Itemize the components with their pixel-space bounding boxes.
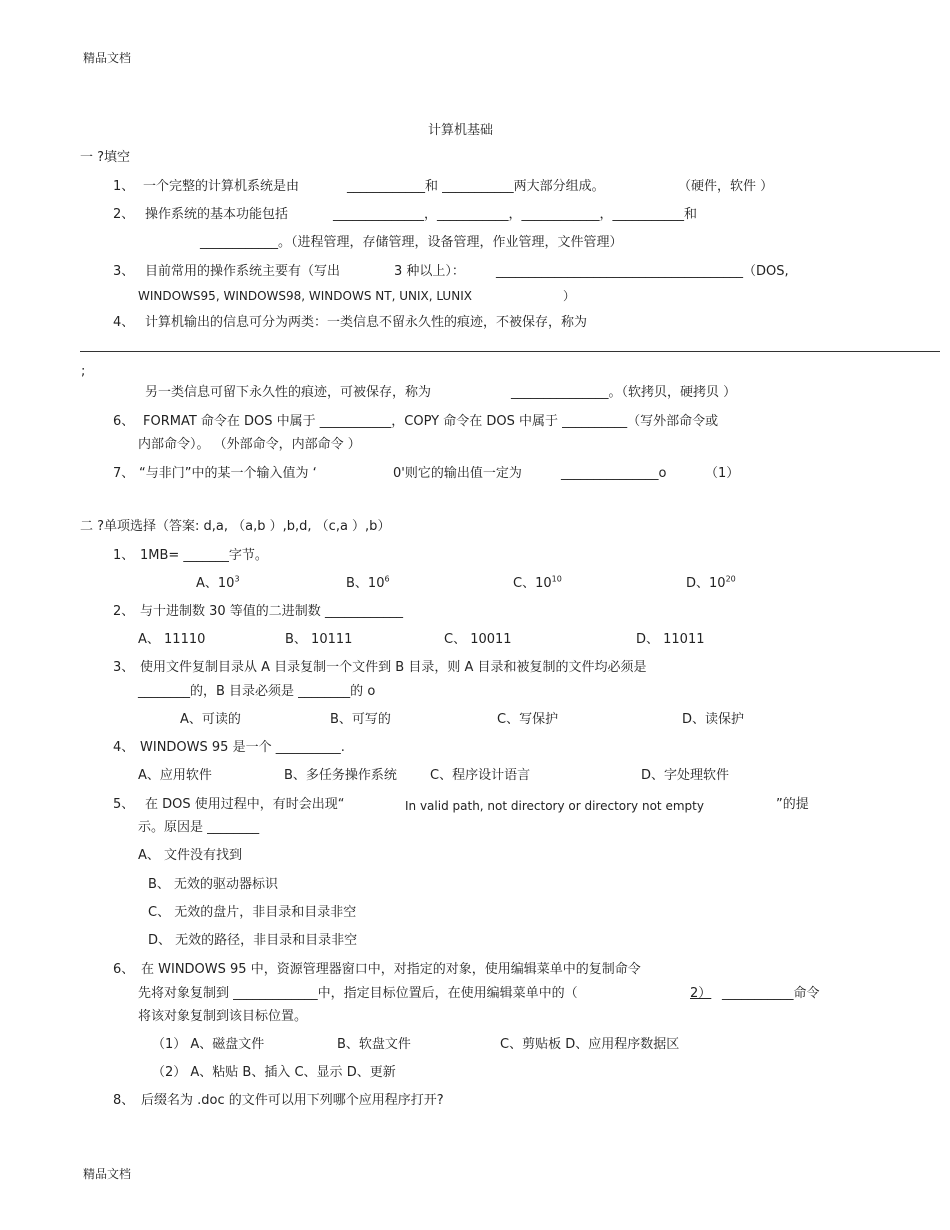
q7-answer: （1） xyxy=(705,466,740,481)
s2-q5-text-2: 示。原因是 ________ xyxy=(138,820,260,835)
q4-text-2: 另一类信息可留下永久性的痕迹，可被保存，称为 xyxy=(145,385,432,400)
s2-q2-text: 与十进制数 30 等值的二进制数 ____________ xyxy=(140,604,403,619)
s2-q8-text: 后缀名为 .doc 的文件可以用下列哪个应用程序打开? xyxy=(141,1093,444,1108)
s2-q8-number: 8、 xyxy=(113,1093,135,1108)
page-header: 精品文档 xyxy=(83,51,132,65)
q3-text: 目前常用的操作系统主要有（写出 xyxy=(145,264,341,279)
q6-number: 6、 xyxy=(113,414,135,429)
s2-q5-option-b: B、 无效的驱动器标识 xyxy=(148,877,279,892)
s2-q6-sub2: （2） A、粘贴 B、插入 C、显示 D、更新 xyxy=(152,1065,396,1080)
q3-text-b: 3 种以上）： xyxy=(394,264,465,279)
q7-text-b: 0'则它的输出值一定为 xyxy=(393,466,522,481)
s2-q5-text-end: ”的提 xyxy=(776,797,809,812)
q7-blank: _______________o xyxy=(561,466,667,481)
s2-q1-number: 1、 xyxy=(113,548,135,563)
s2-q6-text-2c: ___________命令 xyxy=(722,986,820,1001)
q3-number: 3、 xyxy=(113,264,135,279)
s2-q3-option-b: B、可写的 xyxy=(330,712,391,727)
s2-q6-text-3: 将该对象复制到该目标位置。 xyxy=(138,1009,308,1024)
s2-q3-number: 3、 xyxy=(113,660,135,675)
s2-q1-option-a: A、$10^3$ xyxy=(196,574,240,591)
s2-q5-number: 5、 xyxy=(113,797,135,812)
q4-answer: _______________。（软拷贝，硬拷贝 ） xyxy=(511,385,737,400)
s2-q2-option-b: B、 10111 xyxy=(285,632,353,647)
s2-q4-option-b: B、多任务操作系统 xyxy=(284,768,397,783)
q2-answer: ____________。（进程管理，存储管理，设备管理，作业管理，文件管理） xyxy=(200,235,623,250)
section1-heading: 一 ?填空 xyxy=(80,150,131,165)
s2-q2-option-c: C、 10011 xyxy=(444,632,512,647)
q1-text: 一个完整的计算机系统是由 xyxy=(143,179,300,194)
s2-q1-text: 1MB= _______字节。 xyxy=(140,548,268,563)
s2-q3-option-c: C、写保护 xyxy=(497,712,559,727)
s2-q5-option-a: A、 文件没有找到 xyxy=(138,848,243,863)
s2-q4-number: 4、 xyxy=(113,740,135,755)
s2-q4-text: WINDOWS 95 是一个 __________. xyxy=(140,740,345,755)
q3-blank: ______________________________________（DOS, xyxy=(496,264,789,279)
q6-text: FORMAT 命令在 DOS 中属于 ___________，COPY 命令在 DOS 中属于 __________（写外部命令或 xyxy=(143,414,719,429)
s2-q6-sub1-b: B、软盘文件 xyxy=(337,1037,411,1052)
q4-text: 计算机输出的信息可分为两类：一类信息不留永久性的痕迹，不被保存，称为 xyxy=(145,315,588,330)
q2-blanks: ______________，___________，____________，___________和 xyxy=(333,207,697,222)
section2-heading: 二 ?单项选择（答案: d,a, （a,b ）,b,d, （c,a ）,b） xyxy=(80,519,391,534)
s2-q2-number: 2、 xyxy=(113,604,135,619)
s2-q1-option-b: B、$10^6$ xyxy=(346,574,390,591)
s2-q2-option-a: A、 11110 xyxy=(138,632,206,647)
q1-answer: （硬件，软件 ） xyxy=(678,179,774,194)
q1-number: 1、 xyxy=(113,179,135,194)
s2-q3-option-d: D、读保护 xyxy=(682,712,745,727)
q2-text: 操作系统的基本功能包括 xyxy=(145,207,289,222)
s2-q5-option-c: C、 无效的盘片，非目录和目录非空 xyxy=(148,905,357,920)
s2-q6-text-2: 先将对象复制到 _____________中，指定目标位置后，在使用编辑菜单中的（ xyxy=(138,986,578,1001)
document-title: 计算机基础 xyxy=(428,123,494,138)
s2-q5-message: In valid path, not directory or directory not empty xyxy=(405,799,704,813)
q4-number: 4、 xyxy=(113,315,135,330)
s2-q3-option-a: A、可读的 xyxy=(180,712,241,727)
s2-q4-option-c: C、程序设计语言 xyxy=(430,768,531,783)
q7-text: “与非门”中的某一个输入值为 ‘ xyxy=(139,466,317,481)
q7-number: 7、 xyxy=(113,466,135,481)
s2-q3-text: 使用文件复制目录从 A 目录复制一个文件到 B 目录，则 A 目录和被复制的文件均必须是 xyxy=(140,660,647,675)
s2-q6-sub1-a: （1） A、磁盘文件 xyxy=(152,1037,265,1052)
answer-line xyxy=(80,351,940,352)
q2-number: 2、 xyxy=(113,207,135,222)
s2-q3-text-2: ________的，B 目录必须是 ________的 o xyxy=(138,684,376,699)
s2-q1-option-d: D、$10^{20}$ xyxy=(686,574,736,591)
q6-answer: 内部命令）。 （外部命令，内部命令 ） xyxy=(138,437,361,452)
page-footer: 精品文档 xyxy=(83,1167,132,1181)
s2-q4-option-d: D、字处理软件 xyxy=(641,768,730,783)
q3-answer-close: ） xyxy=(563,289,576,303)
s2-q2-option-d: D、 11011 xyxy=(636,632,705,647)
s2-q5-text: 在 DOS 使用过程中，有时会出现“ xyxy=(145,797,345,812)
s2-q6-text-2b: 2） xyxy=(690,986,712,1001)
s2-q6-sub1-c: C、剪贴板 D、应用程序数据区 xyxy=(500,1037,680,1052)
q4-semicolon: ; xyxy=(81,364,86,379)
s2-q5-option-d: D、 无效的路径，非目录和目录非空 xyxy=(148,933,358,948)
s2-q6-number: 6、 xyxy=(113,962,135,977)
s2-q1-option-c: C、$10^{10}$ xyxy=(513,574,562,591)
s2-q4-option-a: A、应用软件 xyxy=(138,768,212,783)
q1-blanks: ____________和 ___________两大部分组成。 xyxy=(347,179,605,194)
q3-answer: WINDOWS95, WINDOWS98, WINDOWS NT, UNIX, LUNIX xyxy=(138,289,472,303)
s2-q6-text: 在 WINDOWS 95 中，资源管理器窗口中，对指定的对象，使用编辑菜单中的复制命令 xyxy=(141,962,641,977)
